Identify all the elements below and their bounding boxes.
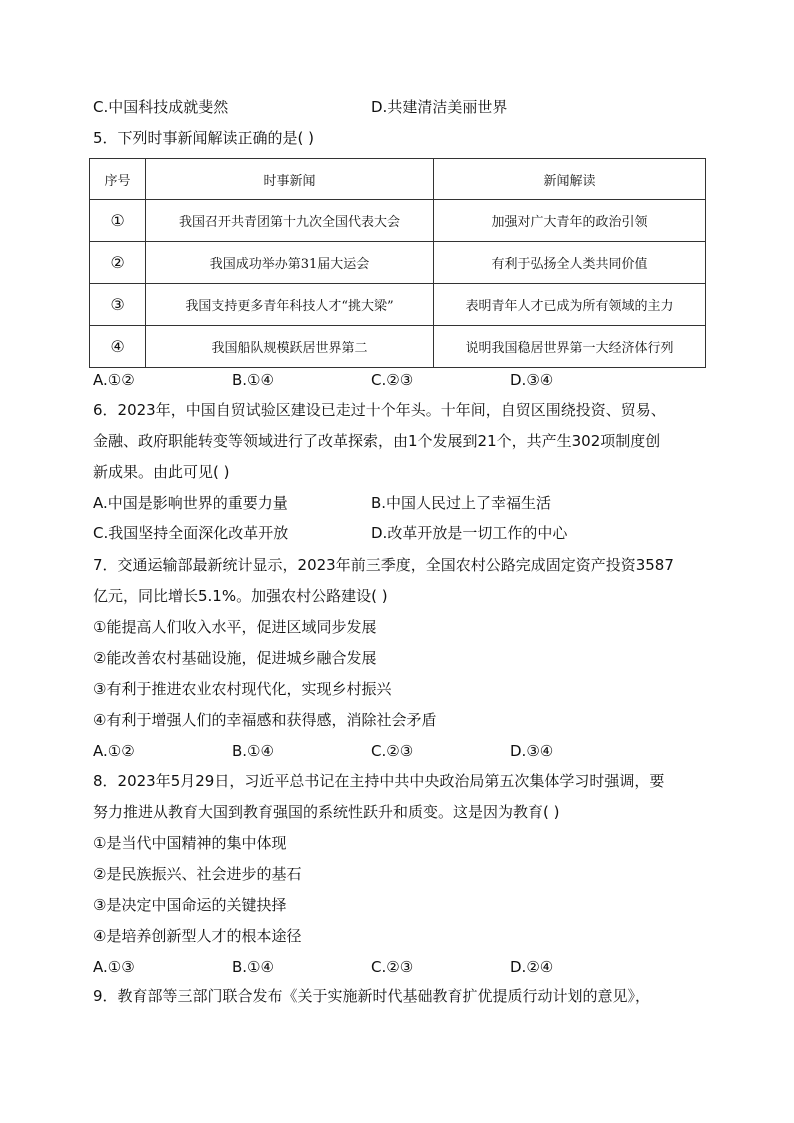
row-reading: 有利于弘扬全人类共同价值 xyxy=(434,242,706,284)
q5-news-table xyxy=(89,158,706,368)
q6-option-c[interactable]: C.我国坚持全面深化改革开放 xyxy=(93,524,289,542)
q6-option-a[interactable]: A.中国是影响世界的重要力量 xyxy=(93,494,288,512)
q6-stem-line-2: 金融、政府职能转变等领域进行了改革探索，由1个发展到21个，共产生302项制度创 xyxy=(93,432,661,450)
q8-option-d[interactable]: D.②④ xyxy=(510,958,554,976)
q9-stem-line-1: 9．教育部等三部门联合发布《关于实施新时代基础教育扩优提质行动计划的意见》， xyxy=(93,987,651,1005)
q8-option-a[interactable]: A.①③ xyxy=(93,958,135,976)
header-index: 序号 xyxy=(90,159,146,200)
q8-item-2: ②是民族振兴、社会进步的基石 xyxy=(93,865,302,883)
q7-item-2: ②能改善农村基础设施，促进城乡融合发展 xyxy=(93,649,377,667)
row-news: 我国船队规模跃居世界第二 xyxy=(146,326,434,368)
table-row xyxy=(90,284,706,326)
q7-option-b[interactable]: B.①④ xyxy=(232,742,274,760)
row-index: ② xyxy=(90,242,146,284)
q7-item-4: ④有利于增强人们的幸福感和获得感，消除社会矛盾 xyxy=(93,711,437,729)
q6-stem-line-1: 6．2023年，中国自贸试验区建设已走过十个年头。十年间，自贸区围绕投资、贸易、 xyxy=(93,401,666,419)
row-index: ① xyxy=(90,200,146,242)
q8-option-b[interactable]: B.①④ xyxy=(232,958,274,976)
table-row xyxy=(90,326,706,368)
q7-option-a[interactable]: A.①② xyxy=(93,742,135,760)
header-news: 时事新闻 xyxy=(146,159,434,200)
q8-stem-line-1: 8．2023年5月29日，习近平总书记在主持中共中央政治局第五次集体学习时强调，要 xyxy=(93,772,665,790)
q7-option-d[interactable]: D.③④ xyxy=(510,742,554,760)
q7-stem-line-2: 亿元，同比增长5.1%。加强农村公路建设( ) xyxy=(93,587,388,605)
q5-option-c[interactable]: C.②③ xyxy=(371,371,414,389)
header-reading: 新闻解读 xyxy=(434,159,706,200)
q5-option-a[interactable]: A.①② xyxy=(93,371,135,389)
table-row xyxy=(90,200,706,242)
q6-stem-line-3: 新成果。由此可见( ) xyxy=(93,463,230,481)
row-index: ③ xyxy=(90,284,146,326)
row-index: ④ xyxy=(90,326,146,368)
q5-stem: 5．下列时事新闻解读正确的是( ) xyxy=(93,129,315,147)
q7-option-c[interactable]: C.②③ xyxy=(371,742,414,760)
q4-option-d[interactable]: D.共建清洁美丽世界 xyxy=(371,98,508,116)
q8-item-3: ③是决定中国命运的关键抉择 xyxy=(93,896,287,914)
q8-stem-line-2: 努力推进从教育大国到教育强国的系统性跃升和质变。这是因为教育( ) xyxy=(93,803,560,821)
row-news: 我国支持更多青年科技人才“挑大梁” xyxy=(146,284,434,326)
q4-option-c[interactable]: C.中国科技成就斐然 xyxy=(93,98,229,116)
table-row xyxy=(90,242,706,284)
row-news: 我国召开共青团第十九次全国代表大会 xyxy=(146,200,434,242)
q5-option-b[interactable]: B.①④ xyxy=(232,371,274,389)
row-reading: 表明青年人才已成为所有领域的主力 xyxy=(434,284,706,326)
row-news: 我国成功举办第31届大运会 xyxy=(146,242,434,284)
q8-option-c[interactable]: C.②③ xyxy=(371,958,414,976)
row-reading: 加强对广大青年的政治引领 xyxy=(434,200,706,242)
row-reading: 说明我国稳居世界第一大经济体行列 xyxy=(434,326,706,368)
q6-option-b[interactable]: B.中国人民过上了幸福生活 xyxy=(371,494,552,512)
q7-item-3: ③有利于推进农业农村现代化，实现乡村振兴 xyxy=(93,680,392,698)
table-header-row xyxy=(90,159,706,200)
q7-item-1: ①能提高人们收入水平，促进区域同步发展 xyxy=(93,618,377,636)
q8-item-4: ④是培养创新型人才的根本途径 xyxy=(93,927,302,945)
q5-option-d[interactable]: D.③④ xyxy=(510,371,554,389)
q8-item-1: ①是当代中国精神的集中体现 xyxy=(93,834,287,852)
q6-option-d[interactable]: D.改革开放是一切工作的中心 xyxy=(371,524,568,542)
q7-stem-line-1: 7．交通运输部最新统计显示，2023年前三季度，全国农村公路完成固定资产投资3587 xyxy=(93,556,674,574)
